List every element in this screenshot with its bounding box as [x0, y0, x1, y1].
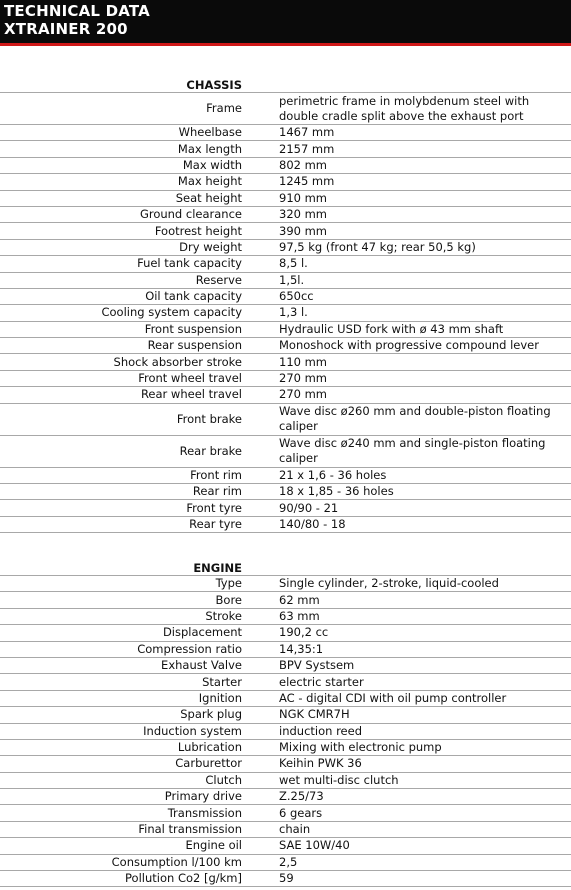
table-row [0, 240, 571, 256]
table-row [0, 838, 571, 854]
spec-value: 270 mm [279, 387, 328, 402]
spec-label: Front rim [190, 467, 242, 482]
spec-value: 18 x 1,85 - 36 holes [279, 484, 394, 499]
spec-value: 8,5 l. [279, 256, 308, 271]
table-row [0, 93, 571, 125]
spec-label: Shock absorber stroke [113, 354, 242, 369]
table-row [0, 805, 571, 821]
chassis-title: CHASSIS [186, 78, 242, 92]
spec-value: Monoshock with progressive compound lever [279, 338, 539, 353]
spec-value: NGK CMR7H [279, 707, 350, 722]
spec-value: 1,5l. [279, 272, 305, 287]
spec-label: Stroke [205, 608, 242, 623]
spec-label: Type [215, 576, 242, 591]
spec-value: perimetric frame in molybdenum steel with double cradle split above the exhaust port [279, 93, 530, 123]
table-row [0, 158, 571, 174]
spec-value: 910 mm [279, 190, 328, 205]
spec-value: 6 gears [279, 805, 323, 820]
spec-label: Rear wheel travel [140, 387, 242, 402]
spec-label: Fuel tank capacity [137, 256, 242, 271]
spec-value: Single cylinder, 2-stroke, liquid-cooled [279, 576, 499, 591]
document-header [0, 0, 571, 46]
table-row [0, 756, 571, 772]
spec-value: 62 mm [279, 592, 320, 607]
table-row [0, 305, 571, 321]
chassis-section [0, 78, 571, 533]
table-row [0, 707, 571, 723]
spec-label: Front brake [176, 411, 242, 426]
table-row [0, 484, 571, 500]
spec-value: Z.25/73 [279, 789, 324, 804]
spec-value: AC - digital CDI with oil pump controller [279, 690, 507, 705]
spec-label: Final transmission [138, 822, 242, 837]
table-row [0, 141, 571, 157]
spec-label: Ignition [198, 690, 242, 705]
chassis-table [0, 92, 571, 533]
spec-label: Footrest height [154, 223, 242, 238]
spec-label: Rear rim [192, 484, 242, 499]
spec-value: Keihin PWK 36 [279, 756, 362, 771]
table-row [0, 256, 571, 272]
spec-value: wet multi-disc clutch [279, 772, 399, 787]
spec-label: Engine oil [185, 838, 242, 853]
spec-label: Dry weight [179, 239, 242, 254]
table-row [0, 592, 571, 608]
engine-section [0, 561, 571, 887]
spec-label: Front suspension [144, 321, 242, 336]
header-title-line-2: XTRAINER 200 [4, 20, 128, 38]
table-row [0, 789, 571, 805]
table-row [0, 125, 571, 141]
table-row [0, 207, 571, 223]
spec-label: Front tyre [186, 500, 242, 515]
table-row [0, 174, 571, 190]
spec-label: Max length [177, 141, 242, 156]
spec-label: Bore [215, 592, 242, 607]
spec-label: Front wheel travel [138, 371, 242, 386]
table-row [0, 468, 571, 484]
spec-label: Clutch [205, 772, 242, 787]
spec-label: Pollution Co2 [g/km] [125, 871, 242, 886]
spec-value: 21 x 1,6 - 36 holes [279, 467, 387, 482]
table-row [0, 500, 571, 516]
spec-value: 390 mm [279, 223, 328, 238]
spec-label: Rear suspension [147, 338, 242, 353]
table-row [0, 822, 571, 838]
spec-value: induction reed [279, 723, 363, 738]
spec-value: 140/80 - 18 [279, 517, 346, 531]
table-row [0, 576, 571, 592]
table-row [0, 338, 571, 354]
table-row [0, 625, 571, 641]
spec-label: Wheelbase [178, 125, 242, 140]
spec-label: Seat height [175, 190, 242, 205]
spec-value: SAE 10W/40 [279, 838, 350, 853]
table-row [0, 223, 571, 239]
spec-value: 1245 mm [279, 174, 335, 189]
table-row [0, 273, 571, 289]
spec-label: Max width [182, 157, 242, 172]
table-row [0, 609, 571, 625]
spec-label: Max height [177, 174, 242, 189]
spec-label: Oil tank capacity [145, 289, 242, 304]
spec-value: Wave disc ø260 mm and double-piston floating caliper [279, 404, 551, 434]
spec-value: 97,5 kg (front 47 kg; rear 50,5 kg) [279, 239, 476, 254]
spec-value: 2,5 [279, 854, 298, 869]
header-title-line-1: TECHNICAL DATA [4, 2, 150, 20]
spec-value: 802 mm [279, 157, 328, 172]
engine-title: ENGINE [193, 561, 242, 575]
spec-label: Rear brake [179, 443, 242, 458]
table-row [0, 658, 571, 674]
table-row [0, 354, 571, 370]
table-row [0, 322, 571, 338]
spec-value: 90/90 - 21 [279, 500, 339, 515]
spec-value: 14,35:1 [279, 641, 324, 656]
spec-label: Lubrication [177, 740, 242, 755]
spec-value: 2157 mm [279, 141, 335, 156]
table-row [0, 740, 571, 756]
spec-label: Frame [206, 101, 242, 115]
spec-label: Induction system [143, 723, 242, 738]
spec-value: Mixing with electronic pump [279, 740, 442, 755]
spec-value: 110 mm [279, 354, 328, 369]
spec-value: 320 mm [279, 207, 328, 222]
table-row [0, 855, 571, 871]
spec-value: chain [279, 822, 311, 837]
spec-label: Ground clearance [139, 207, 242, 222]
table-row [0, 289, 571, 305]
table-row [0, 387, 571, 403]
table-row [0, 371, 571, 387]
spec-value: Wave disc ø240 mm and single-piston floating caliper [279, 436, 546, 466]
spec-value: 190,2 cc [279, 625, 329, 640]
spec-label: Exhaust Valve [161, 658, 242, 673]
spec-label: Compression ratio [137, 641, 242, 656]
table-row [0, 724, 571, 740]
spec-label: Cooling system capacity [101, 305, 242, 320]
table-row [0, 691, 571, 707]
spec-value: 650cc [279, 289, 314, 304]
spec-label: Transmission [167, 805, 242, 820]
spec-value: Hydraulic USD fork with ø 43 mm shaft [279, 321, 504, 336]
spec-label: Starter [202, 674, 242, 689]
spec-value: 1,3 l. [279, 305, 308, 320]
table-row [0, 517, 571, 533]
spec-value: 1467 mm [279, 125, 335, 140]
spec-label: Carburettor [175, 756, 242, 771]
spec-label: Displacement [162, 625, 242, 640]
table-row [0, 773, 571, 789]
spec-label: Reserve [195, 272, 242, 287]
spec-label: Rear tyre [189, 517, 242, 531]
table-row [0, 191, 571, 207]
spec-value: 59 [279, 871, 294, 886]
table-row [0, 871, 571, 887]
table-row [0, 436, 571, 468]
engine-table [0, 575, 571, 887]
spec-value: 63 mm [279, 608, 320, 623]
spec-value: 270 mm [279, 371, 328, 386]
spec-label: Consumption l/100 km [111, 854, 242, 869]
spec-value: electric starter [279, 674, 364, 689]
table-row [0, 642, 571, 658]
spec-value: BPV Systsem [279, 658, 355, 673]
spec-label: Spark plug [180, 707, 242, 722]
table-row [0, 674, 571, 690]
spec-label: Primary drive [164, 789, 242, 804]
table-row [0, 404, 571, 436]
